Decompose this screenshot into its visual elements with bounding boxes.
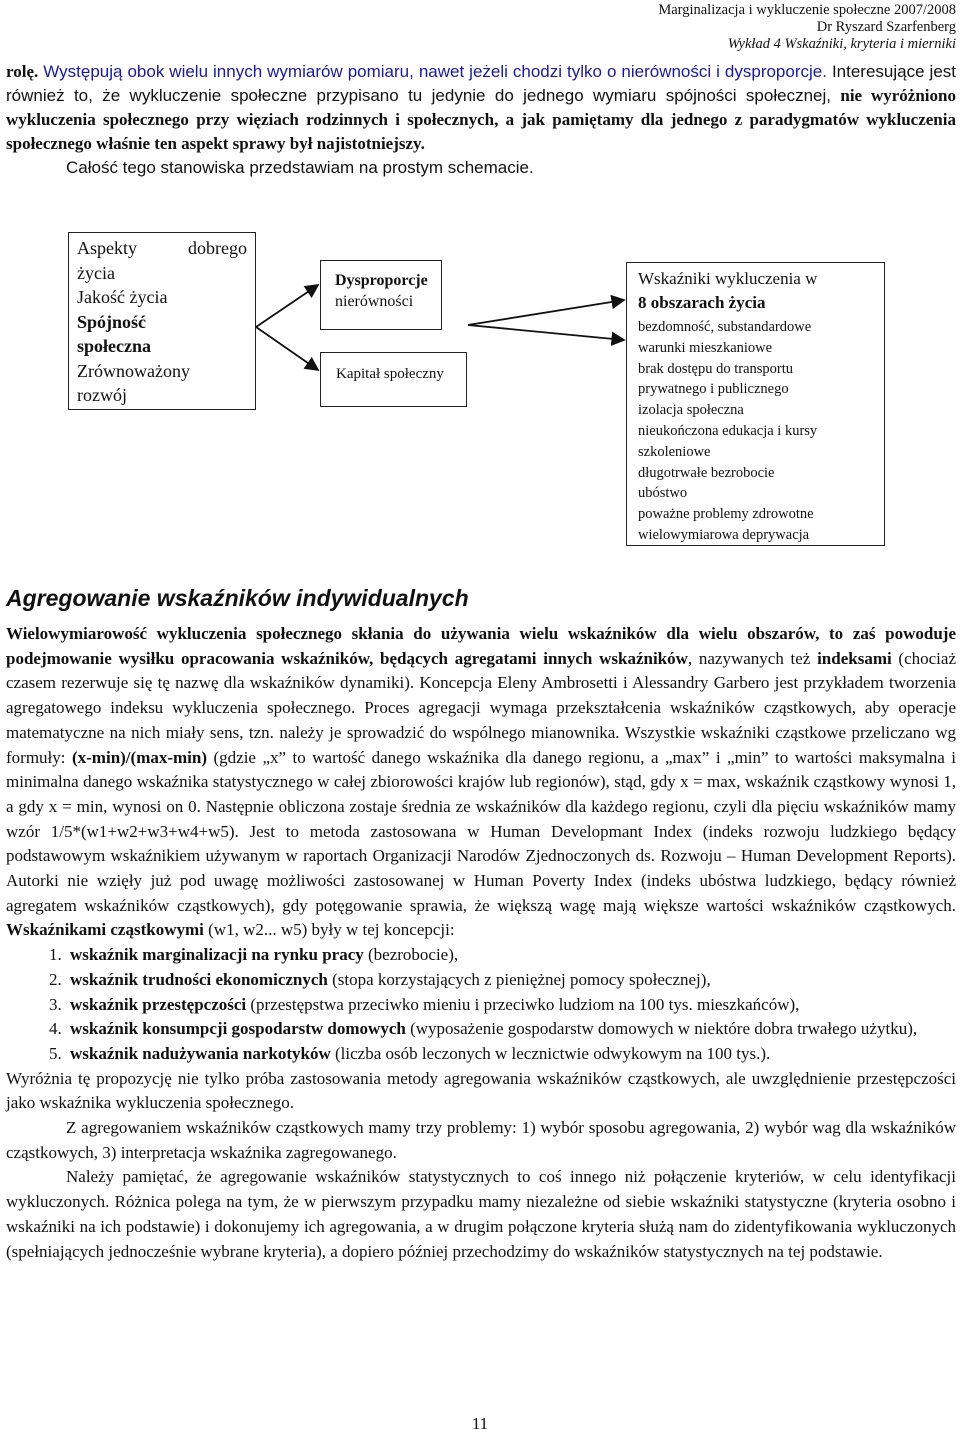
paragraph-problems: Z agregowaniem wskaźników cząstkowych mamy trzy problemy: 1) wybór sposobu agregowania, 2) wybór wag dla wskaźników cząstkowych, 3) interpretacja wskaźnika zagregowanego. (6, 1118, 956, 1162)
indicator-item: warunki mieszkaniowe (638, 339, 773, 356)
list-item: 2. wskaźnik trudności ekonomicznych (stopa korzystających z pieniężnej pomocy społecznej), (66, 968, 956, 993)
arrow-top-to-right (468, 300, 624, 325)
list-item: 5. wskaźnik nadużywania narkotyków (liczba osób leczonych w lecznictwie odwykowym na 100 tys.). (66, 1042, 956, 1067)
indicator-item: długotrwałe bezrobocie (638, 464, 775, 481)
diagram-box-social-capital: Kapitał społeczny (320, 352, 467, 407)
paragraph-proposal: Wyróżnia tę propozycję nie tylko próba zastosowania metody agregowania wskaźników cząstkowych, ale uwzględnienie przestępczości jako wskaźnika wykluczenia społecznego. (6, 1068, 956, 1113)
header-lecture: Wykład 4 Wskaźniki, kryteria i mierniki (727, 36, 956, 52)
paragraph-difference: Należy pamiętać, że agregowanie wskaźników statystycznych to coś innego niż połączenie kryteriów, w celu identyfikacji wykluczonych. Różnica polega na tym, że w pierwszym przypadku mamy niezależne od siebie wskaźniki statystyczne (kryteria osobno i wskaźniki na ich podstawie) i dokonujemy ich agregowania, a w drugim połączone kryteria służą nam do zidentyfikowania wykluczonych (spełniających jednocześnie wybrane kryteria), a dopiero później przechodzimy do wskaźników statystycznych na tej podstawie. (6, 1167, 956, 1261)
indicator-item: szkoleniowe (638, 443, 711, 460)
indicator-item: brak dostępu do transportu (638, 360, 794, 377)
indicator-item: wielowymiarowa deprywacja (638, 526, 810, 543)
paragraph-aggregation: Wielowymiarowość wykluczenia społecznego skłania do używania wielu wskaźników dla wielu obszarów, to zaś powoduje podejmowanie wysiłku opracowania wskaźników, będących agregatami innych wskaźników, nazywanych też indeksami (chociaż czasem rezerwuje się tę nazwę dla wskaźników dynamiki). Koncepcja Eleny Ambrosetti i Alessandry Garbero jest przykładem tworzenia agregatowego indeksu wykluczenia społecznego. Proces agregacji wymaga przekształcenia wskaźników cząstkowych, aby operacje matematyczne na nich miały sens, tzn. należy je sprowadzić do wspólnego mianownika. Wszystkie wskaźniki cząstkowe przeliczano wg formuły: (x-min)/(max-min) (gdzie „x” to wartość danego wskaźnika dla danego regionu, a „max” i „min” to wartości maksymalna i minimalna danego wskaźnika statystycznego w całej zbiorowości krajów lub regionów), stąd, gdy x = max, wskaźnik cząstkowy wynosi 1, a gdy x = min, wynosi on 0. Następnie obliczona zostaje średnia ze wskaźników dla każdego regionu, czyli dla pięciu wskaźników mamy wzór 1/5*(w1+w2+w3+w4+w5). Jest to metoda zastosowana w Human Developmant Index (indeks rozwoju ludzkiego będący podstawowym wskaźnikiem używanym w raportach Organizacji Narodów Zjednoczonych ds. Rozwoju – Human Development Reports). Autorki nie wzięły już pod uwagę możliwości zastosowanej w Human Poverty Index (indeks ubóstwa ludzkiego, będący również agregatem wskaźników cząstkowych), gdy potęgowanie sprawia, że większą wagę mają większe wartości wskaźników cząstkowych. Wskaźnikami cząstkowymi (w1, w2... w5) były w tej koncepcji: (6, 624, 956, 940)
indicator-item: ubóstwo (638, 485, 688, 502)
arrow-left-to-bottom (256, 327, 318, 370)
diagram-box-exclusion-indicators: Wskaźniki wykluczenia w 8 obszarach życia bezdomność, substandardowe warunki mieszkaniowe brak dostępu do transportu prywatnego i publicznego izolacja społeczna nieukończona edukacja i kursy szkoleniowe długotrwałe bezrobocie ubóstwo poważne problemy zdrowotne wielowymiarowa deprywacja (626, 262, 885, 546)
section-heading: Agregowanie wskaźników indywidualnych (6, 585, 469, 611)
list-item: 3. wskaźnik przestępczości (przestępstwa przeciwko mieniu i przeciwko ludziom na 100 tys. mieszkańców), (66, 993, 956, 1018)
diagram-box-good-life-aspects: Aspekty dobrego życia Jakość życia Spójność społeczna Zrównoważony rozwój (68, 232, 256, 410)
arrow-bottom-to-right (468, 325, 624, 340)
indicator-item: prywatnego i publicznego (638, 381, 789, 398)
indicator-item: bezdomność, substandardowe (638, 319, 812, 335)
main-text (6, 622, 956, 1264)
partial-indicators-list (6, 943, 956, 1067)
page-number: 11 (471, 1414, 489, 1433)
arrow-left-to-top (256, 285, 318, 327)
header-course-title: Marginalizacja i wykluczenie społeczne 2007/2008 (658, 2, 956, 18)
intro-last-line: Całość tego stanowiska przedstawiam na prostym schemacie. (66, 158, 534, 177)
indicator-item: poważne problemy zdrowotne (638, 506, 814, 523)
diagram-arrows (0, 0, 960, 600)
intro-paragraph: rolę. Występują obok wielu innych wymiarów pomiaru, nawet jeżeli chodzi tylko o nierówności i dysproporcje. Interesujące jest również to, że wykluczenie społeczne przypisano tu jedynie do jednego wymiaru spójności społecznej, nie wyróżniono wykluczenia społecznego przy więziach rodzinnych i społecznych, a jak pamiętamy dla jednego z paradygmatów wykluczenia społecznego właśnie ten aspekt sprawy był najistotniejszy. Całość tego stanowiska przedstawiam na prostym schemacie. (6, 60, 956, 180)
list-item: 4. wskaźnik konsumpcji gospodarstw domowych (wyposażenie gospodarstw domowych w niektóre dobra trwałego użytku), (66, 1017, 956, 1042)
header-author: Dr Ryszard Szarfenberg (816, 19, 956, 35)
list-item: 1. wskaźnik marginalizacji na rynku pracy (bezrobocie), (66, 943, 956, 968)
indicator-item: izolacja społeczna (638, 402, 744, 419)
indicator-item: nieukończona edukacja i kursy (638, 422, 818, 439)
diagram-box-disproportions: Dysproporcje nierówności (320, 260, 442, 330)
